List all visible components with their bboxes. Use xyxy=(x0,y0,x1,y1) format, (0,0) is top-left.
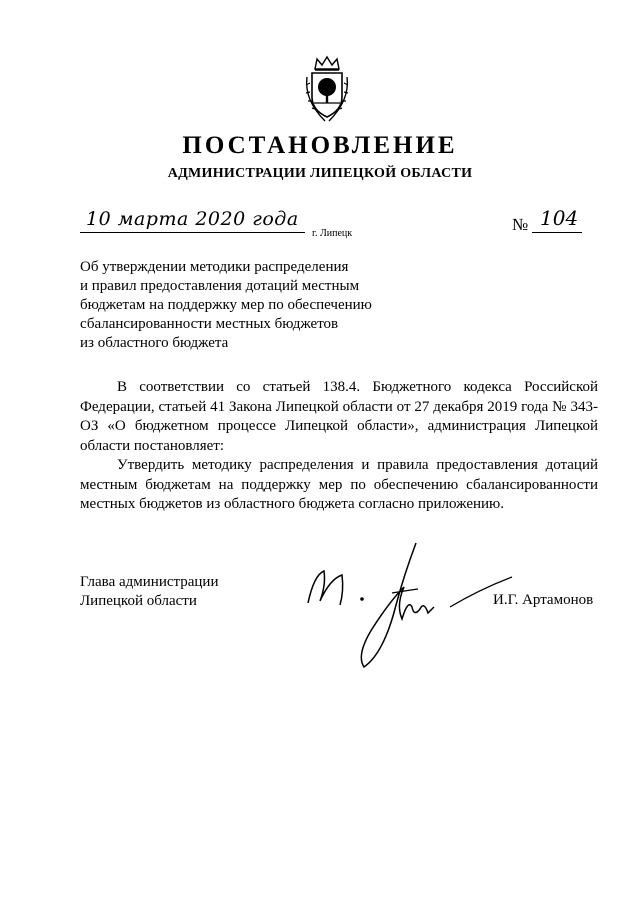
subject-line: и правил предоставления дотаций местным xyxy=(80,278,360,294)
document-title: ПОСТАНОВЛЕНИЕ xyxy=(182,132,458,159)
signatory-position-line: Липецкой области xyxy=(80,593,197,609)
subject-line: из областного бюджета xyxy=(80,335,229,351)
body-paragraph: Утвердить методику распределения и правила предоставления дотаций местным бюджетам на поддержку мер по обеспечению сбалансированности местных бюджетов из областного бюджета согласно приложению. xyxy=(80,457,598,512)
document-date: 10 марта 2020 года xyxy=(86,208,299,230)
subject-line: бюджетам на поддержку мер по обеспечению xyxy=(80,297,372,313)
date-underline xyxy=(80,232,305,233)
number-underline xyxy=(532,232,582,233)
subject-line: Об утверждении методики распределения xyxy=(80,259,349,275)
signatory-name: И.Г. Артамонов xyxy=(493,592,594,608)
signatory-position xyxy=(80,573,218,611)
document-number: 104 xyxy=(540,206,579,230)
signature-mark xyxy=(300,535,520,675)
document-subtitle: АДМИНИСТРАЦИИ ЛИПЕЦКОЙ ОБЛАСТИ xyxy=(167,166,473,181)
document-body xyxy=(80,378,598,515)
document-subject xyxy=(80,258,420,353)
subject-line: сбалансированности местных бюджетов xyxy=(80,316,339,332)
body-paragraph: В соответствии со статьей 138.4. Бюджетного кодекса Российской Федерации, статьей 41 Закона Липецкой области от 27 декабря 2019 года № 343-ОЗ «О бюджетном процессе Липецкой области», администрация Липецкой области постановляет: xyxy=(80,379,598,454)
document-city: г. Липецк xyxy=(312,228,353,239)
coat-of-arms-icon xyxy=(301,55,353,125)
number-label: № xyxy=(512,215,529,234)
signatory-position-line: Глава администрации xyxy=(80,574,219,590)
